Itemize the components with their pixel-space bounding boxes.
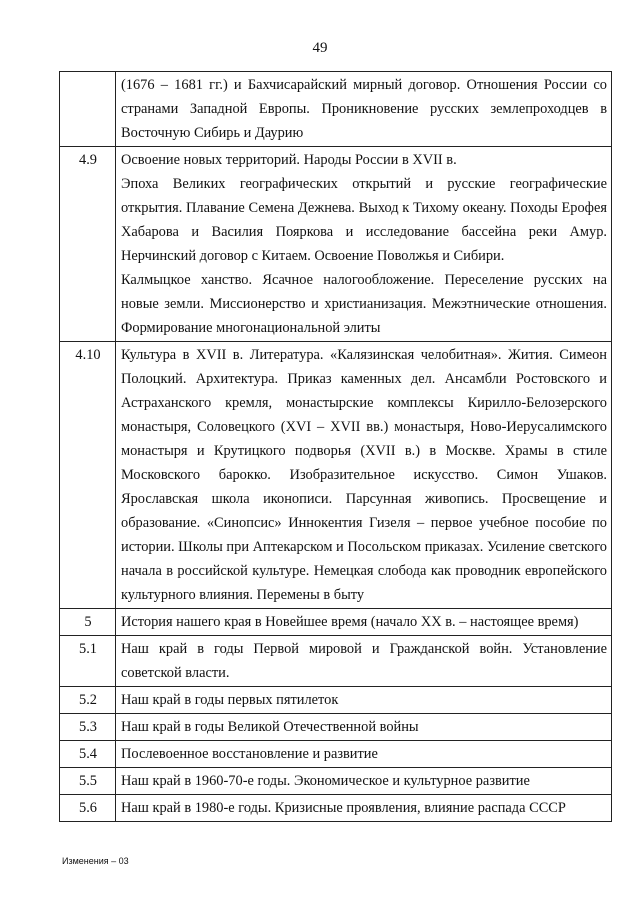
section-content bbox=[116, 795, 612, 822]
section-paragraph: Наш край в годы первых пятилеток bbox=[121, 692, 339, 708]
curriculum-table bbox=[59, 71, 612, 822]
table-row bbox=[60, 636, 612, 687]
table-row bbox=[60, 795, 612, 822]
section-number: 5.1 bbox=[60, 636, 116, 687]
table-row bbox=[60, 72, 612, 147]
section-paragraph: Освоение новых территорий. Народы России в XVII в. bbox=[121, 152, 457, 168]
table-row bbox=[60, 714, 612, 741]
section-number: 5.2 bbox=[60, 687, 116, 714]
section-paragraph: Наш край в годы Первой мировой и Гражданской войн. Установление советской власти. bbox=[121, 641, 607, 681]
section-content bbox=[116, 714, 612, 741]
footer-note: Изменения – 03 bbox=[62, 856, 129, 866]
section-number: 5.5 bbox=[60, 768, 116, 795]
table-row bbox=[60, 741, 612, 768]
section-number: 5 bbox=[60, 609, 116, 636]
table-row bbox=[60, 342, 612, 609]
section-number: 4.9 bbox=[60, 147, 116, 342]
section-content bbox=[116, 636, 612, 687]
section-number: 5.4 bbox=[60, 741, 116, 768]
section-paragraph: Послевоенное восстановление и развитие bbox=[121, 746, 378, 762]
table-row bbox=[60, 147, 612, 342]
section-paragraph: (1676 – 1681 гг.) и Бахчисарайский мирный договор. Отношения России со странами Западной Европы. Проникновение русских землепроходцев в Восточную Сибирь и Даурию bbox=[121, 77, 607, 141]
section-content bbox=[116, 768, 612, 795]
section-number: 4.10 bbox=[60, 342, 116, 609]
table-row bbox=[60, 768, 612, 795]
section-content bbox=[116, 72, 612, 147]
section-paragraph: Эпоха Великих географических открытий и русские географические открытия. Плавание Семена Дежнева. Выход к Тихому океану. Походы Ерофея Хабарова и Василия Пояркова и исследование бассейна реки Амур. Нерчинский договор с Китаем. Освоение Поволжья и Сибири. bbox=[121, 176, 607, 264]
section-paragraph: Калмыцкое ханство. Ясачное налогообложение. Переселение русских на новые земли. Миссионерство и христианизация. Межэтнические отношения. Формирование многонациональной элиты bbox=[121, 272, 607, 336]
table-row bbox=[60, 687, 612, 714]
section-paragraph: История нашего края в Новейшее время (начало XX в. – настоящее время) bbox=[121, 614, 579, 630]
page-number: 49 bbox=[312, 40, 328, 56]
section-content bbox=[116, 741, 612, 768]
section-paragraph: Наш край в 1960-70-е годы. Экономическое и культурное развитие bbox=[121, 773, 530, 789]
section-content bbox=[116, 609, 612, 636]
table-row bbox=[60, 609, 612, 636]
section-paragraph: Наш край в годы Великой Отечественной войны bbox=[121, 719, 419, 735]
section-content bbox=[116, 687, 612, 714]
section-paragraph: Наш край в 1980-е годы. Кризисные проявления, влияние распада СССР bbox=[121, 800, 566, 816]
section-content bbox=[116, 147, 612, 342]
section-number: 5.3 bbox=[60, 714, 116, 741]
section-content bbox=[116, 342, 612, 609]
section-number: 5.6 bbox=[60, 795, 116, 822]
section-paragraph: Культура в XVII в. Литература. «Калязинская челобитная». Жития. Симеон Полоцкий. Архитектура. Приказ каменных дел. Ансамбли Ростовского и Астраханского кремля, монастырские комплексы Кирилло-Белозерского монастыря, Соловецкого (XVI – XVII вв.) монастыря, Ново-Иерусалимского монастыря и Крутицкого подворья (XVII в.) в Москве. Храмы в стиле Московского барокко. Изобразительное искусство. Симон Ушаков. Ярославская школа иконописи. Парсунная живопись. Просвещение и образование. «Синопсис» Иннокентия Гизеля – первое учебное пособие по истории. Школы при Аптекарском и Посольском приказах. Усиление светского начала в российской культуре. Немецкая слобода как проводник европейского культурного влияния. Перемены в быту bbox=[121, 347, 607, 603]
section-number bbox=[60, 72, 116, 147]
